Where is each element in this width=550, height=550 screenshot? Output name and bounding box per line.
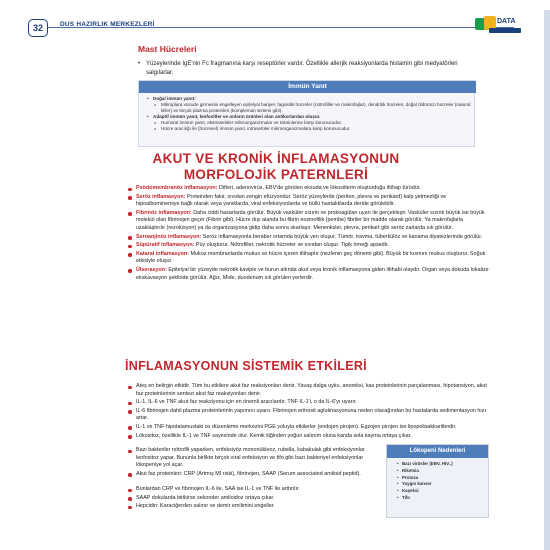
leukocyte-list [127,447,382,479]
immune-box-title: İmmün Yanıt [139,81,476,93]
page-number: 32 [28,19,48,37]
list-item: Bazı bakteriler nötrofili yaparken, enfeksiyöz mononükleoz, rubella, kabakulak gibi enfeksiyonlar lenfositoz yapar. Bununla birlikte birçok viral enfeksiyon ve tifo gibi bazı bakteriyel enfeksiyonlar lökopeniye yol açar. [127,447,382,470]
immune-line: o Humoral immün yanıt, ekstraselüler mikroorganizmalar ve toksinlerine karşı korunucudur. [147,120,472,126]
leukopenia-title: Lökopeni Nedenleri [387,445,488,458]
list-item: Seröz inflamasyon: Proteinden fakir, sıvıdan zengin efüzyondur. Seröz yüzeylerde (periton, plevra ve perikard) kalp yetmezliği ve hipoalbuminemiye bağlı olarak veya yanıklarda, viral enfeksiyonlarda ve büllü hastalıklarda deride görülebilir. [127,194,489,209]
list-item: IL-1, IL-6 ve TNF akut faz reaksiyonu için en önemli aracılardır. TNF IL-1'i, o da IL-6'yı uyarır. [127,399,489,407]
list-item: Seroanjinöz inflamasyon: Seröz inflamasyonla beraber ortamda büyük ven oluşur. Tümör, travma, tüberkülöz ve kanama diyatezlerinde görülür. [127,234,489,242]
leukopenia-list [387,458,488,502]
immune-line: • Adaptif immün yanıt, lenfositler ve onların ürünleri olan antikorlardan oluşur. [147,114,472,120]
right-margin-bar [544,10,550,550]
immune-response-box [138,80,475,147]
immune-line: o Mikroplara vücude girmesini engelleyen epitelyal bariyer, fagositik hücreler (nötrofiller ve makrofajlar), dendritik hücreler, doğal öldürücü hücreler (natural killer) ve birçok plazma proteinleri (kompleman sistemi gibi). [147,102,472,114]
immune-line: • Doğal immün yanıt: [147,96,472,102]
mast-heading: Mast Hücreleri [138,44,197,54]
list-item: IL-1 ve TNF hipotalamustaki ısı düzenleme merkezini PGE yoluyla etkilerler (endojen pirojen). Egzojen pirojen ise lipopolisakkaritlerdir. [127,424,489,432]
list-item: Kataral inflamasyon: Mukoz membranlarda mukus ve hücre içeren iltihaptır (nezlenin geç dönemi gibi). Büyük bir kısmını mukus oluşturur. Soğuk etkisiyle oluşur. [127,251,489,266]
header-title: DUS HAZIRLIK MERKEZLERİ [60,21,155,28]
leukopenia-item: • Tifo [397,495,488,502]
list-item: SAAP dokularda birikirse sekonder amiloidoz ortaya çıkar. [127,495,489,503]
leukopenia-item: • Riketsia [397,468,488,475]
leukopenia-item: • Protoza [397,475,488,482]
systemic-effects-list [127,383,489,441]
list-item: Fibrinöz inflamasyon: Daha ciddi hasarlarda görülür. Büyük vasküler sızıntı ve prokoagülan uyarı ile gerçekleşir. Vasküler sızıntı büyük ise büyük molekül olan fibrinojen geçer (Fibrin gibi). Hücre dışı alanda bu fibrin eozinofilik (pembe) fibriler bir madde olarak görülür. Ya makrofajlarla uzaklaştırılır (rezolüsyon) ya da organizasyona gidip daha sonra skarlaşır. Menenksler, plevra, perikart gibi seröz zarlarda sık görülür. [127,210,489,233]
mast-text: • Yüzeylerinde IgE'nin Fc fragmanına karşı reseptörler vardır. Özellikle allerjik reaksiyonlarda histamin gibi medyatörleri salgılarlar. [146,60,481,77]
logo-text: DATA [497,18,516,25]
immune-line: o Hücre aracılığı ile (hücresel) immün yanıt, intraselüler mikroorganizmalara karşı korunucudur. [147,126,472,132]
leukopenia-item: • Yaygın kanser [397,481,488,488]
list-item: Hepcidin: Karaciğerden salınır ve demir emilimini engeller. [127,503,489,511]
list-item: Ülserasyon: Epitelyal bir yüzeyde nekrotik kaviple ve burun altında akut veya kronik inflamasyona giden iltihabi olaydır. Organ veya dokuda lokalize ekskavasyon şeklinde görülür. Ağız, Mide, duodenum sık görülen yerlerdir. [127,267,489,282]
list-item: Ateş en belirgin etkidir. Tüm bu etkilere akut faz reaksiyonları denir. Yavaş dalga uyku, anoreksi, kas proteinlerinin parçalanması, hipotansiyon, akut faz proteinlerinin sentezi akut faz reaksiyonları denir. [127,383,489,398]
leukopenia-item: • Kaşeksi [397,488,488,495]
list-item: Akut faz proteinleri: CRP (Artmış MI riski), fibrinojen, SAAP (Serum associated amiloid peptid). [127,471,382,479]
list-item: Psödomembranöz inflamasyon: Difteri, adenovirüs, EBV'de görülen eksuda ve lökositlerin oluşturduğu iltihap türüdür. [127,185,489,193]
morphology-list [127,185,489,283]
list-item: Lökositoz, özellikle IL-1 ve TNF sayesinde olur. Kemik iliğinden yoğun salınım oluna kanda sola kayma ortaya çıkar. [127,433,489,441]
section1-title: AKUT VE KRONİK İNFLAMASYONUN MORFOLOJİK PATERNLERİ [152,151,400,182]
immune-box-body [147,96,472,132]
leukopenia-box [386,444,489,518]
list-item: IL-6 fibrinojen dahil plazma proteinlerinin yapımını uyarır. Fibrinojen eritrosit aglutinasyonuna neden olacağından bu hastalarda sedimentasyon hızı artar. [127,408,489,423]
list-item: Bunlardan CRP ve fibrinojen IL-6 ile, SAA ise IL-1 ve TNF ile arttırılır. [127,486,489,494]
section2-title: İNFLAMASYONUN SİSTEMİK ETKİLERİ [125,359,367,373]
leukopenia-item: • Bazı virüsler (EBV, HIV..) [397,461,488,468]
publisher-logo [475,16,521,34]
list-item: Süpüratif inflamasyon: Püy oluşturur. Nötrofiller, nekrotik hücreler ve sıvıdan oluşur. Tipik örneği apsedir. [127,242,489,250]
